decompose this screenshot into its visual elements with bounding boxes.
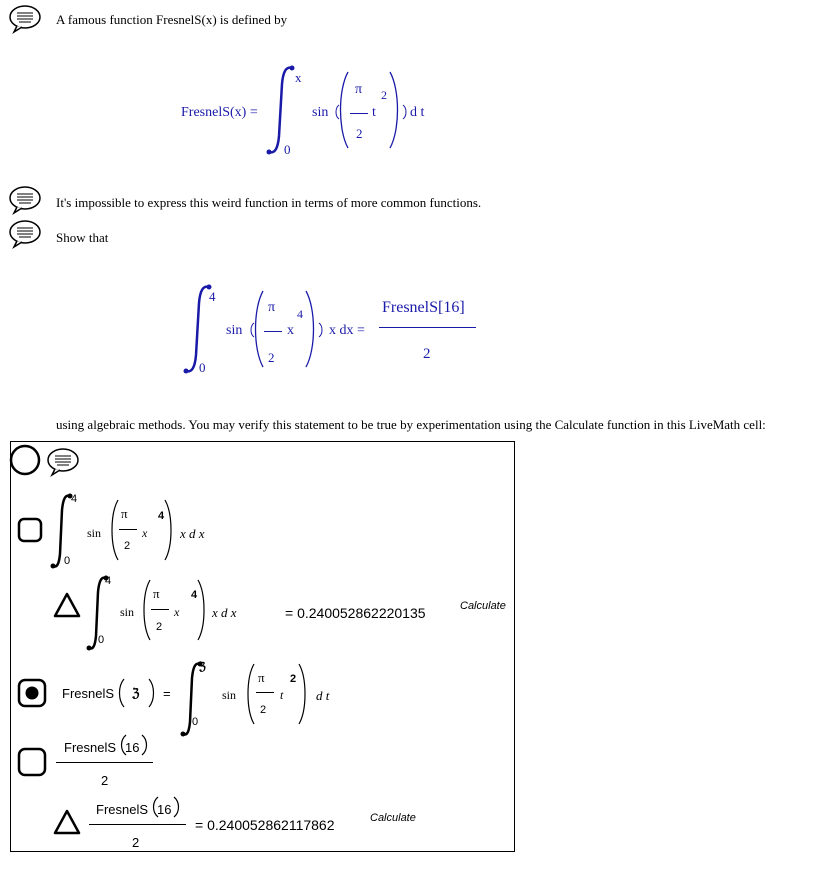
row1-var: x (142, 526, 148, 540)
row5-calculate-label[interactable]: Calculate (370, 812, 416, 824)
note-icon[interactable] (8, 219, 42, 249)
row2-calculate-label[interactable]: Calculate (460, 600, 506, 612)
row1-den: 2 (124, 540, 131, 552)
paren-right-inner (402, 104, 408, 120)
paren-right (388, 70, 402, 150)
row2-upper: 4 (105, 575, 112, 587)
paren-left (251, 289, 265, 369)
row2-den: 2 (156, 621, 163, 633)
row1-sin: sin (87, 526, 102, 540)
row3-var: t (280, 688, 284, 702)
def-var: t (372, 105, 376, 120)
row3-dt: d t (316, 688, 330, 703)
row2-lower: 0 (98, 634, 105, 646)
def-lower: 0 (284, 142, 291, 157)
row3-eq: = (163, 686, 171, 701)
show-upper: 4 (209, 289, 216, 304)
show-exp: 4 (297, 307, 303, 321)
show-pi: π (268, 300, 276, 315)
row2-var: x (174, 605, 180, 619)
show-den: 2 (268, 350, 275, 365)
row1-exp: 4 (158, 510, 165, 522)
row1-lower: 0 (64, 555, 71, 567)
show-sin: sin (226, 323, 243, 338)
row3-arg: ℨ (132, 686, 140, 700)
row1-upper: 4 (71, 493, 78, 505)
row3-den: 2 (260, 704, 267, 716)
row1-pi: π (121, 506, 128, 521)
paren-right-inner (318, 322, 324, 338)
row3-exp: 2 (290, 673, 297, 685)
show-rhs-num: FresnelS[16] (382, 299, 465, 316)
row2-xdx: x d x (212, 605, 237, 620)
row5-triangle-handle[interactable] (52, 808, 82, 836)
row2-triangle-handle[interactable] (52, 591, 82, 619)
def-sin: sin (312, 105, 329, 120)
row3-pi: π (258, 670, 265, 685)
row5-arg: 16 (157, 802, 172, 817)
note-icon[interactable] (8, 4, 42, 34)
def-upper: x (295, 70, 302, 85)
row4-arg: 16 (125, 740, 140, 755)
integral-sign (266, 64, 296, 156)
paren-right (304, 289, 318, 369)
row4-square-handle[interactable] (17, 747, 49, 779)
row2-pi: π (153, 586, 160, 601)
impossible-text: It's impossible to express this weird function in terms of more common functions. (56, 195, 482, 210)
using-text: using algebraic methods. You may verify this statement to be true by experimentation using the Calculate function in this LiveMath cell: (56, 417, 766, 432)
show-lower: 0 (199, 360, 206, 375)
def-pi: π (355, 82, 363, 97)
row5-num: FresnelS (96, 802, 149, 817)
row3-name: FresnelS (62, 686, 115, 701)
row4-den: 2 (101, 773, 109, 788)
show-xdx: x dx = (329, 323, 365, 338)
row5-den: 2 (132, 835, 140, 850)
def-dt: d t (410, 105, 425, 120)
row3-sin: sin (222, 688, 237, 702)
row3-selected-handle[interactable] (17, 678, 49, 710)
row2-result: = 0.240052862220135 (285, 605, 426, 621)
row2-sin: sin (120, 605, 135, 619)
row1-xdx: x d x (180, 526, 205, 541)
row5-result: = 0.240052862117862 (195, 817, 335, 833)
def-lhs: FresnelS(x) = (181, 105, 258, 120)
row1-square-handle[interactable] (17, 517, 45, 545)
row3-upper: ℨ (199, 661, 206, 673)
show-that-text: Show that (56, 230, 109, 245)
def-exp: 2 (381, 88, 387, 102)
row2-exp: 4 (191, 589, 198, 601)
intro-text: A famous function FresnelS(x) is defined by (56, 12, 288, 27)
row3-lower: 0 (192, 716, 199, 728)
show-rhs-den: 2 (423, 346, 431, 362)
def-den: 2 (356, 126, 363, 141)
paren-left-inner (334, 104, 340, 120)
note-icon[interactable] (8, 185, 42, 215)
row4-num: FresnelS (64, 740, 117, 755)
show-var: x (287, 323, 294, 338)
